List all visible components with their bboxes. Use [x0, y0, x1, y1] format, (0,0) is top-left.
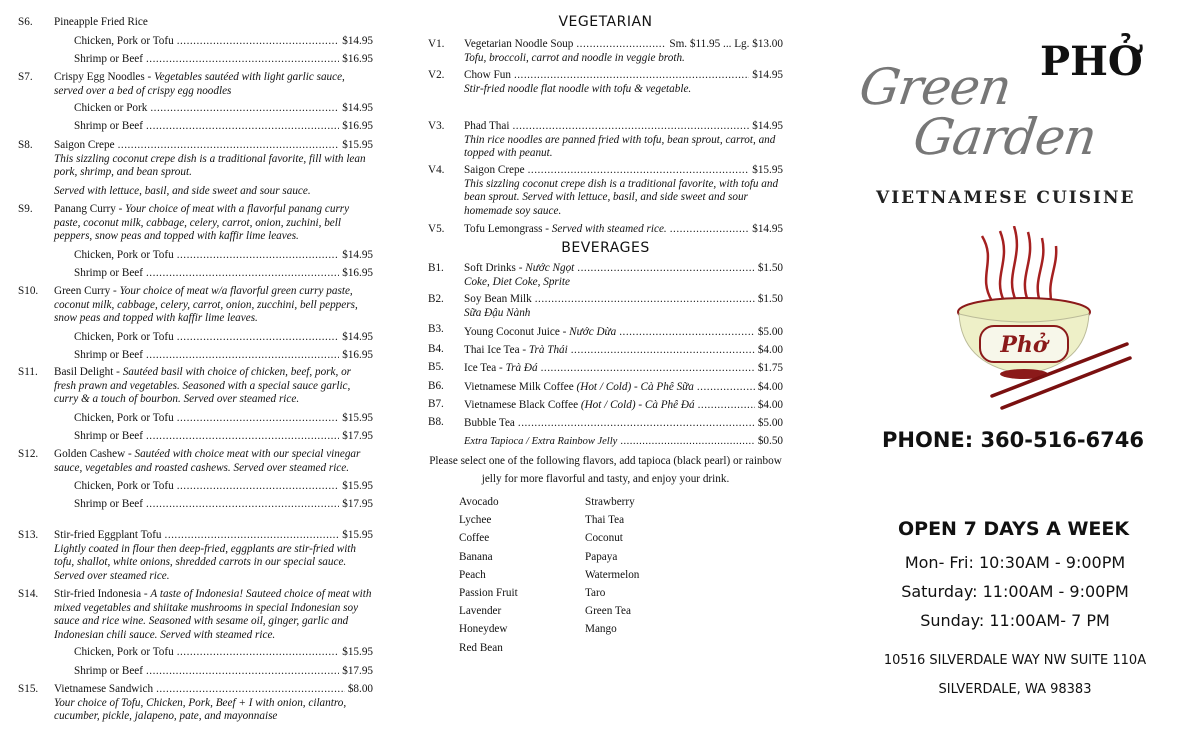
- item-vietnamese-name: Trà Thái: [528, 344, 568, 357]
- beverage-b7: [428, 396, 783, 414]
- item-code: V1.: [428, 38, 445, 50]
- item-name: Saigon Crepe: [464, 164, 525, 176]
- item-name: Saigon Crepe: [54, 139, 115, 151]
- price-value: $17.95: [342, 664, 373, 677]
- price-label: Chicken, Pork or Tofu: [74, 248, 174, 261]
- flavor-item: Strawberry: [585, 496, 635, 508]
- price-row: [74, 328, 373, 346]
- price-value: $15.95: [342, 646, 373, 659]
- item-description: Served with lettuce, basil, and side sweet and sour sauce.: [54, 184, 311, 197]
- price-value: $0.50: [757, 435, 783, 448]
- item-vietnamese-name: Nước Ngọt: [525, 262, 575, 274]
- price-row: [74, 264, 373, 282]
- item-vietnamese-name: (Hot / Cold) - Cà Phê Đá: [578, 398, 695, 411]
- item-code: S15.: [18, 683, 39, 695]
- section-title-beverages: BEVERAGES: [561, 240, 650, 256]
- price-value: $5.00: [757, 417, 783, 430]
- flavor-item: Thai Tea: [585, 514, 625, 527]
- price-label: Chicken, Pork or Tofu: [74, 646, 174, 659]
- flavor-item: Mango: [585, 623, 617, 636]
- flavor-item: Watermelon: [585, 568, 640, 581]
- price-value: $8.00: [347, 683, 373, 695]
- price-value: $4.00: [757, 398, 783, 411]
- flavor-list: [459, 493, 711, 657]
- flavor-column: [459, 493, 585, 657]
- separator: -: [115, 203, 126, 215]
- brand-info-column: [840, 0, 1190, 745]
- separator: -: [110, 285, 120, 297]
- item-code: S13.: [18, 529, 39, 541]
- item-code: B1.: [428, 262, 444, 274]
- price-value: $14.95: [342, 102, 373, 115]
- menu-item-s15: [18, 683, 373, 724]
- item-name: Soft Drinks: [464, 262, 516, 274]
- item-description: Vegetables sautéed with light garlic sauce, served over a bed of crispy egg noodles: [54, 71, 345, 97]
- flavor-item: Coconut: [585, 532, 623, 545]
- hours-weekday: Mon- Fri: 10:30AM - 9:00PM: [904, 553, 1126, 572]
- menu-item-s7: [18, 71, 373, 136]
- item-name: Vegetarian Noodle Soup: [464, 38, 574, 50]
- item-name: Vietnamese Milk Coffee: [464, 380, 574, 393]
- item-code: S6.: [18, 16, 33, 28]
- item-note: Served with steamed rice.: [551, 223, 667, 235]
- item-vietnamese-name: Nước Dừa: [569, 326, 617, 338]
- item-code: S12.: [18, 448, 39, 460]
- separator: -: [113, 366, 123, 378]
- menu-item-s10: [18, 285, 373, 364]
- price-row: [74, 117, 373, 135]
- item-name: Phad Thai: [464, 120, 510, 132]
- item-name: Vietnamese Black Coffee: [464, 398, 579, 411]
- item-name: Bubble Tea: [464, 417, 515, 430]
- item-code: V5.: [428, 223, 445, 235]
- item-name: Pineapple Fried Rice: [54, 16, 148, 28]
- price-label: Shrimp or Beef: [74, 266, 143, 279]
- hours-sunday: Sunday: 11:00AM- 7 PM: [920, 611, 1110, 630]
- item-code: B4.: [428, 343, 444, 356]
- phone-number: PHONE: 360-516-6746: [882, 428, 1144, 452]
- separator: -: [515, 262, 526, 274]
- menu-item-v1: [428, 38, 783, 65]
- item-description: This sizzling coconut crepe dish is a traditional favorite, with tofu and bean sprout. Served with lettuce, basil, and side sweet and sour homemade soy sauce.: [464, 177, 779, 217]
- item-name: Chow Fun: [464, 69, 511, 81]
- item-name: Golden Cashew: [54, 448, 126, 460]
- item-name: Panang Curry: [54, 203, 116, 215]
- item-name: Stir-fried Indonesia: [54, 588, 142, 600]
- price-label: Chicken or Pork: [74, 102, 148, 115]
- flavor-item: Papaya: [585, 550, 618, 563]
- logo-word-green: Green: [855, 58, 1015, 116]
- price-row: [74, 662, 373, 680]
- item-description: Your choice of Tofu, Chicken, Pork, Beef + I with onion, cilantro, cucumber, pickle, jalapeno, pate, and mayonnaise: [54, 696, 347, 723]
- beverage-b8: [428, 414, 783, 432]
- price-value: $1.75: [757, 362, 783, 375]
- price-label: Shrimp or Beef: [74, 348, 143, 361]
- cuisine-tagline: VIETNAMESE CUISINE: [876, 188, 1136, 208]
- price-row: [74, 50, 373, 68]
- flavor-item: Coffee: [459, 532, 490, 545]
- address-line-2: SILVERDALE, WA 98383: [938, 682, 1092, 697]
- menu-item-s11: [18, 366, 373, 445]
- separator: -: [125, 448, 135, 460]
- flavor-item: Peach: [459, 568, 486, 581]
- price-value: $5.00: [757, 326, 783, 338]
- flavor-item: Red Bean: [459, 641, 503, 654]
- flavor-column: [585, 493, 711, 657]
- flavor-item: Taro: [585, 587, 606, 600]
- price-value: Sm. $11.95 ... Lg. $13.00: [669, 38, 783, 50]
- section-title-vegetarian: VEGETARIAN: [558, 14, 653, 30]
- item-description: Thin rice noodles are panned fried with tofu, bean sprout, carrot, and topped with peanut.: [464, 133, 776, 160]
- menu-item-s6: [18, 16, 373, 68]
- item-description: Coke, Diet Coke, Sprite: [464, 275, 570, 288]
- separator: -: [559, 326, 570, 338]
- item-code: S8.: [18, 139, 33, 151]
- price-value: $14.95: [342, 248, 373, 261]
- item-vietnamese-name: (Hot / Cold) - Cà Phê Sữa: [573, 380, 694, 393]
- price-row: [74, 99, 373, 117]
- menu-item-s12: [18, 448, 373, 514]
- price-row: [74, 643, 373, 661]
- price-value: $14.95: [752, 69, 783, 81]
- price-row: [74, 409, 373, 427]
- price-value: $16.95: [342, 348, 373, 361]
- flavor-item: Banana: [459, 550, 493, 563]
- steam-icon: [982, 226, 1056, 304]
- price-value: $17.95: [342, 429, 373, 442]
- price-label: Shrimp or Beef: [74, 52, 143, 65]
- item-code: V4.: [428, 164, 445, 176]
- price-value: $4.00: [757, 344, 783, 357]
- item-name: Thai Ice Tea: [464, 344, 520, 357]
- price-value: $15.95: [342, 411, 373, 424]
- price-value: $15.95: [342, 529, 373, 541]
- item-description: Sữa Đậu Nành: [464, 306, 531, 319]
- logo-word-garden: Garden: [909, 108, 1100, 166]
- item-name: Soy Bean Milk: [464, 293, 532, 305]
- menu-item-s13: [18, 529, 373, 583]
- item-description: Your choice of meat with a flavorful panang curry paste, coconut milk, cabbage, celery, carrot, onion, zuchini, bell peppers, snow peas and topped with kaffir lime leaves.: [54, 203, 350, 243]
- separator: -: [141, 588, 151, 600]
- item-description: Sautéed basil with choice of chicken, beef, pork, or fresh prawn and vegetables. Seasoned with a special sauce garlic, curry & a touch of bourbon. Served over steamed rice.: [54, 366, 352, 406]
- price-value: $16.95: [342, 120, 373, 133]
- price-value: $14.95: [342, 330, 373, 343]
- flavor-item: Passion Fruit: [459, 587, 518, 600]
- item-description: A taste of Indonesia! Sauteed choice of meat with mixed vegetables and shiitake mushrooms in special Indonesian soy sauce and rice wine. Seasoned with sesame oil, ginger, garlic and Indonesian chili sauce. Served with steamed rice.: [54, 588, 372, 641]
- pho-bowl-illustration: [952, 226, 1132, 421]
- price-row: [74, 246, 373, 264]
- item-code: V3.: [428, 120, 445, 132]
- beverage-b6: [428, 378, 783, 396]
- price-value: $15.95: [342, 139, 373, 151]
- extra-label: Extra Tapioca / Extra Rainbow Jelly: [464, 436, 618, 448]
- extra-topping: [428, 432, 783, 451]
- item-code: B2.: [428, 293, 444, 305]
- item-code: S7.: [18, 71, 33, 83]
- price-value: $14.95: [342, 34, 373, 47]
- item-name: Stir-fried Eggplant Tofu: [54, 529, 162, 541]
- price-value: $14.95: [752, 223, 783, 235]
- item-description: Lightly coated in flour then deep-fried, eggplants are stir-fried with tofu, shallot, white onions, shredded carrots in our special sauce. Served over steamed rice.: [54, 542, 357, 582]
- price-label: Chicken, Pork or Tofu: [74, 480, 174, 493]
- item-code: S14.: [18, 588, 39, 600]
- flavor-item: Honeydew: [459, 623, 508, 636]
- beverage-b2: [428, 293, 783, 320]
- beverage-b5: [428, 359, 783, 377]
- item-code: S11.: [18, 366, 38, 378]
- price-row: [74, 477, 373, 495]
- menu-item-v2: [428, 69, 783, 96]
- item-code: B8.: [428, 416, 444, 429]
- price-value: $17.95: [342, 498, 373, 511]
- item-code: B7.: [428, 397, 444, 410]
- menu-item-s9: [18, 203, 373, 282]
- bubble-tea-note: Please select one of the following flavors, add tapioca (black pearl) or rainbow jelly for more flavorful and tasty, and enjoy your drink.: [429, 455, 782, 485]
- menu-item-s8: [18, 139, 373, 198]
- separator: -: [144, 71, 155, 83]
- price-value: $1.50: [757, 262, 783, 274]
- item-name: Tofu Lemongrass: [464, 223, 543, 235]
- flavor-item: Lychee: [459, 514, 492, 527]
- item-name: Vietnamese Sandwich: [54, 683, 154, 695]
- price-value: $1.50: [757, 293, 783, 305]
- separator: -: [519, 344, 529, 357]
- item-code: B5.: [428, 361, 444, 374]
- separator: -: [542, 223, 552, 235]
- item-code: V2.: [428, 69, 445, 81]
- price-row: [74, 427, 373, 445]
- flavor-item: Avocado: [459, 496, 499, 508]
- item-code: S10.: [18, 285, 39, 297]
- price-label: Shrimp or Beef: [74, 498, 143, 511]
- address-line-1: 10516 SILVERDALE WAY NW SUITE 110A: [883, 653, 1147, 668]
- price-value: $15.95: [342, 480, 373, 493]
- item-name: Basil Delight: [54, 366, 114, 378]
- item-code: B3.: [428, 323, 444, 335]
- bowl-label: Phở: [1000, 332, 1048, 358]
- item-name: Green Curry: [54, 285, 111, 297]
- price-value: $15.95: [752, 164, 783, 176]
- price-label: Shrimp or Beef: [74, 429, 143, 442]
- separator: -: [496, 362, 506, 375]
- bowl-icon: [952, 226, 1132, 416]
- item-vietnamese-name: Trà Đá: [505, 362, 538, 375]
- open-days-heading: OPEN 7 DAYS A WEEK: [898, 518, 1130, 540]
- item-name: Young Coconut Juice: [464, 326, 560, 338]
- beverage-b1: [428, 262, 783, 289]
- price-value: $16.95: [342, 266, 373, 279]
- logo-word-pho: PHỞ: [1040, 38, 1143, 85]
- item-description: This sizzling coconut crepe dish is a traditional favorite, fill with lean pork, shrimp, and bean sprout.: [54, 152, 366, 179]
- price-label: Shrimp or Beef: [74, 664, 143, 677]
- menu-item-v5: [428, 223, 783, 237]
- item-description: Your choice of meat w/a flavorful green curry paste, coconut milk, cabbage, celery, carrot, onion, zucchini, bell peppers, snow peas and topped with kaffir lime leaves.: [54, 285, 358, 325]
- item-description: Tofu, broccoli, carrot and noodle in veggie broth.: [464, 51, 685, 64]
- beverage-list: [428, 323, 783, 451]
- price-label: Shrimp or Beef: [74, 120, 143, 133]
- item-description: Stir-fried noodle flat noodle with tofu & vegetable.: [464, 82, 692, 95]
- item-description: Sautéed with choice meat with our special vinegar sauce, vegetables and roasted cashews. Served over steamed rice.: [54, 448, 361, 474]
- item-code: B6.: [428, 379, 444, 392]
- beverage-b3: [428, 323, 783, 341]
- price-row: [74, 346, 373, 364]
- item-name: Ice Tea: [464, 362, 497, 375]
- item-code: S9.: [18, 203, 33, 215]
- menu-item-s14: [18, 588, 373, 680]
- flavor-item: Lavender: [459, 605, 502, 618]
- beverage-b4: [428, 341, 783, 359]
- restaurant-logo: [855, 38, 1170, 178]
- price-label: Chicken, Pork or Tofu: [74, 411, 174, 424]
- item-name: Crispy Egg Noodles: [54, 71, 145, 83]
- price-row: [74, 495, 373, 513]
- price-value: $4.00: [757, 380, 783, 393]
- flavor-item: Green Tea: [585, 605, 631, 618]
- menu-item-v4: [428, 164, 783, 218]
- price-value: $14.95: [752, 120, 783, 132]
- hours-saturday: Saturday: 11:00AM - 9:00PM: [901, 582, 1129, 601]
- price-row: [74, 32, 373, 50]
- price-label: Chicken, Pork or Tofu: [74, 34, 174, 47]
- price-value: $16.95: [342, 52, 373, 65]
- price-label: Chicken, Pork or Tofu: [74, 330, 174, 343]
- menu-item-v3: [428, 120, 783, 161]
